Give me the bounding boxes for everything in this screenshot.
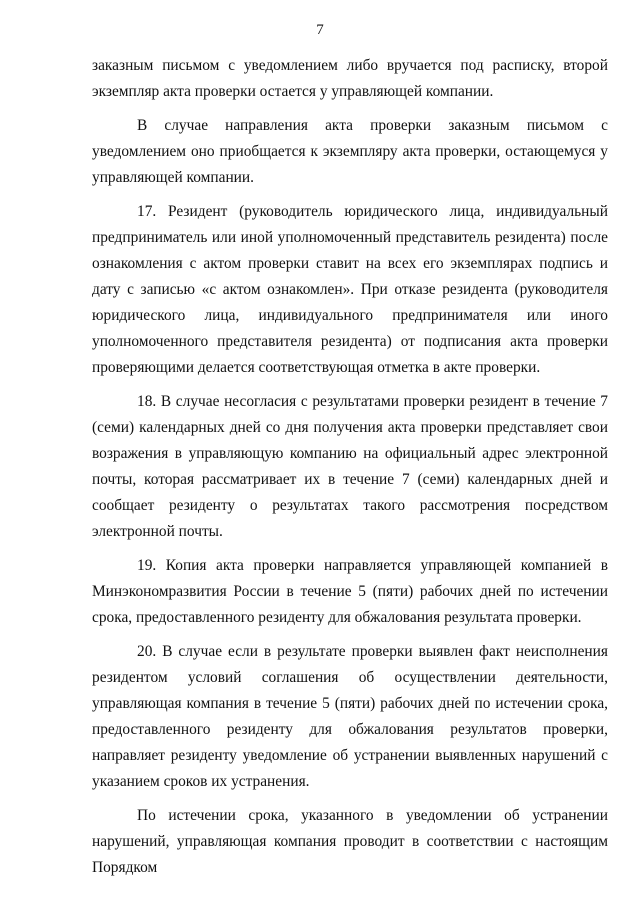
page-number: 7 — [316, 22, 324, 38]
paragraph-item-18: 18. В случае несогласия с результатами проверки резидент в течение 7 (семи) календарных дней со дня получения акта проверки представляет свои возражения в управляющую компанию на официальный адрес электронной почты, которая рассматривает их в течение 7 (семи) календарных дней и сообщает резиденту о результатах такого рассмотрения посредством электронной почты. — [92, 393, 608, 540]
paragraph-item-19: 19. Копия акта проверки направляется управляющей компанией в Минэкономразвития России в течение 5 (пяти) рабочих дней по истечении срока, предоставленного резиденту для обжалования результата проверки. — [92, 557, 608, 626]
paragraph-item-17: 17. Резидент (руководитель юридического лица, индивидуальный предприниматель или иной уполномоченный представитель резидента) после ознакомления с актом проверки ставит на всех его экземплярах подпись и дату с записью «с актом ознакомлен». При отказе резидента (руководителя юридического лица, индивидуального предпринимателя или иного уполномоченного представителя резидента) от подписания акта проверки проверяющими делается соответствующая отметка в акте проверки. — [92, 203, 608, 376]
document-body — [92, 53, 608, 889]
paragraph-item-20: 20. В случае если в результате проверки выявлен факт неисполнения резидентом условий соглашения об осуществлении деятельности, управляющая компания в течение 5 (пяти) рабочих дней по истечении срока, предоставленного резиденту для обжалования результатов проверки, направляет резиденту уведомление об устранении выявленных нарушений с указанием сроков их устранения. — [92, 643, 608, 790]
paragraph-deadline-expiry: По истечении срока, указанного в уведомлении об устранении нарушений, управляющая компания проводит в соответствии с настоящим Порядком — [92, 807, 608, 876]
paragraph-registered-mail: В случае направления акта проверки заказным письмом с уведомлением оно приобщается к экземпляру акта проверки, остающемуся у управляющей компании. — [92, 117, 608, 186]
paragraph-continuation: заказным письмом с уведомлением либо вручается под расписку, второй экземпляр акта проверки остается у управляющей компании. — [92, 57, 608, 100]
